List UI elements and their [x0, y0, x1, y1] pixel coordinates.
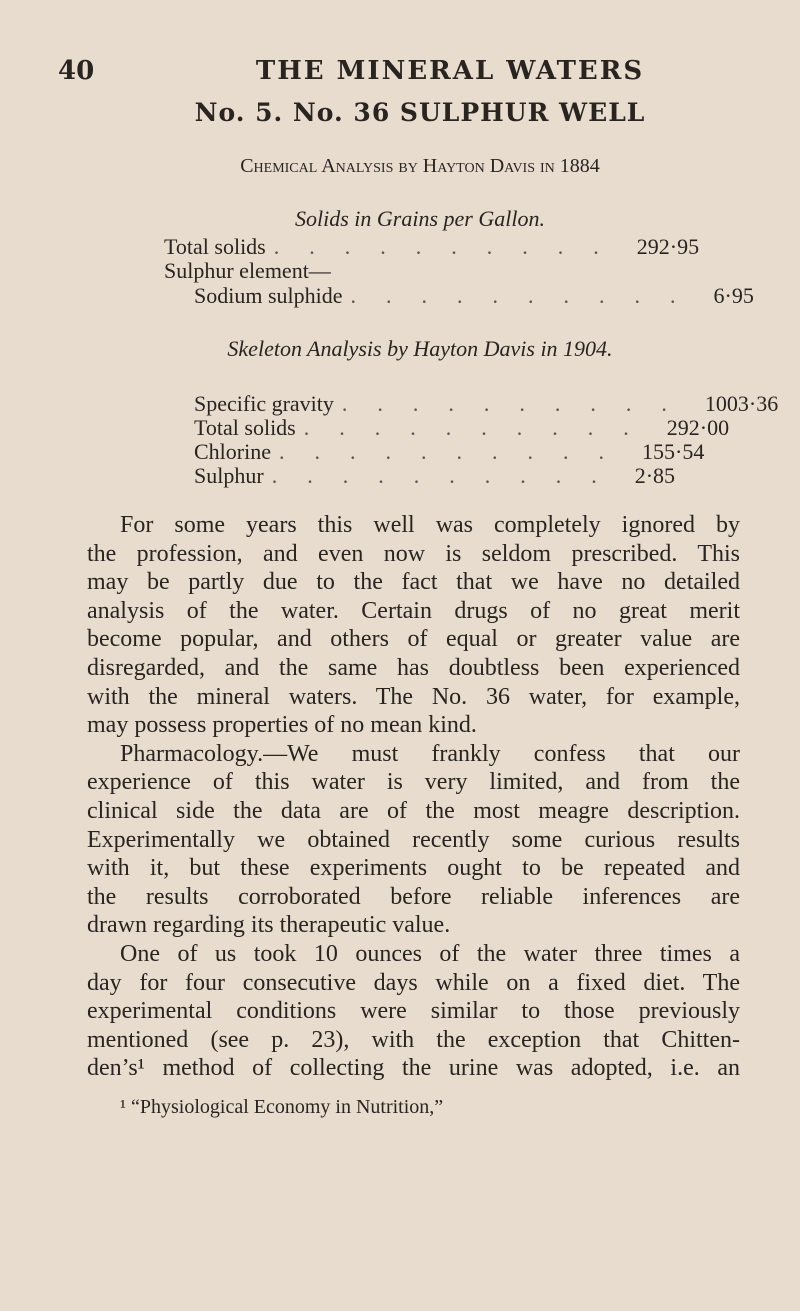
body-line: with the mineral waters. The No. 36 water, for example,: [87, 683, 740, 710]
row-label: Sulphur: [194, 463, 264, 488]
body-line: disregarded, and the same has doubtless been experienced: [87, 655, 740, 681]
section-heading: No. 5. No. 36 SULPHUR WELL: [194, 98, 646, 127]
body-line: Experimentally we obtained recently some curious results: [87, 826, 740, 853]
body-line: mentioned (see p. 23), with the exception that Chitten-: [87, 1026, 740, 1053]
body-line: One of us took 10 ounces of the water three times a: [120, 941, 740, 967]
row-label: Total solids: [194, 415, 296, 440]
table-row: [194, 283, 754, 309]
analysis-1904-title: Skeleton Analysis by Hayton Davis in 1904.: [227, 336, 613, 361]
table-row: [194, 463, 676, 489]
body-line: den’s¹ method of collecting the urine was adopted, i.e. an: [87, 1055, 740, 1082]
body-line: the profession, and even now is seldom prescribed. This: [87, 540, 740, 567]
footnote: ¹ “Physiological Economy in Nutrition,”: [120, 1096, 444, 1118]
body-line: clinical side the data are of the most meagre description.: [87, 798, 740, 824]
table-row: [164, 258, 624, 284]
body-line: experience of this water is very limited, and from the: [87, 769, 740, 796]
row-label: Chlorine: [194, 439, 271, 464]
row-value: 1003·36: [704, 391, 779, 416]
table-row: [194, 415, 730, 441]
row-value: 6·95: [713, 283, 754, 308]
leader-dots: ..........: [341, 391, 697, 416]
table-row: [194, 439, 705, 465]
body-line: the results corroborated before reliable inferences are: [87, 883, 740, 910]
row-label: Sulphur element—: [164, 258, 331, 283]
leader-dots: ..........: [350, 283, 706, 308]
body-line: Pharmacology.—We must frankly confess that our: [120, 740, 740, 767]
table-row: [164, 234, 700, 260]
body-line: drawn regarding its therapeutic value.: [87, 912, 451, 939]
row-value: 155·54: [642, 439, 705, 464]
body-line: day for four consecutive days while on a fixed diet. The: [87, 969, 740, 996]
leader-dots: ..........: [273, 234, 629, 259]
leader-dots: ..........: [271, 463, 627, 488]
body-line: experimental conditions were similar to those previously: [87, 998, 740, 1025]
row-value: 292·95: [636, 234, 700, 259]
body-line: with it, but these experiments ought to be repeated and: [87, 855, 740, 882]
body-line: become popular, and others of equal or greater value are: [87, 626, 740, 653]
body-line: For some years this well was completely ignored by: [120, 512, 740, 538]
leader-dots: ..........: [279, 439, 634, 464]
row-value: 292·00: [666, 415, 730, 440]
row-label: Specific gravity: [194, 391, 334, 416]
body-line: may be partly due to the fact that we have no detailed: [87, 569, 740, 596]
table-row: [194, 391, 779, 417]
analysis-1884-title: Chemical Analysis by Hayton Davis in 1884: [240, 155, 600, 177]
row-label: Sodium sulphide: [194, 283, 343, 308]
leader-dots: ..........: [303, 415, 659, 440]
body-line: analysis of the water. Certain drugs of no great merit: [87, 597, 740, 624]
row-label: Total solids: [164, 234, 266, 259]
row-value: 2·85: [634, 463, 676, 488]
running-title: THE MINERAL WATERS: [255, 56, 645, 86]
body-line: may possess properties of no mean kind.: [87, 712, 477, 739]
analysis-1884-subtitle: Solids in Grains per Gallon.: [295, 206, 545, 231]
page-number: 40: [58, 56, 95, 86]
